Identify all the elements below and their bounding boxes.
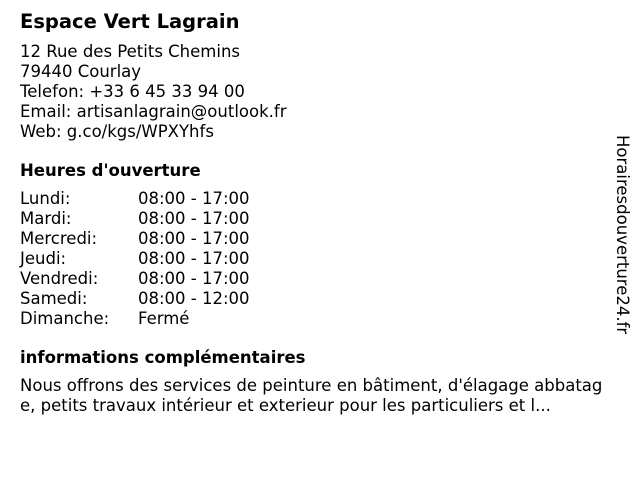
hours-row-thursday bbox=[20, 249, 605, 269]
hours-row-wednesday bbox=[20, 229, 605, 249]
time-value: Fermé bbox=[138, 309, 190, 328]
business-card bbox=[20, 10, 605, 416]
hours-heading: Heures d'ouverture bbox=[20, 161, 201, 180]
street-address: 12 Rue des Petits Chemins bbox=[20, 42, 241, 61]
hours-row-tuesday bbox=[20, 209, 605, 229]
hours-row-sunday bbox=[20, 309, 605, 329]
time-value: 08:00 - 17:00 bbox=[138, 249, 250, 268]
time-value: 08:00 - 17:00 bbox=[138, 269, 250, 288]
day-label: Mercredi: bbox=[20, 229, 98, 248]
hours-row-saturday bbox=[20, 289, 605, 309]
web-line[interactable]: Web: g.co/kgs/WPXYhfs bbox=[20, 122, 214, 141]
day-label: Jeudi: bbox=[20, 249, 67, 268]
time-value: 08:00 - 12:00 bbox=[138, 289, 250, 308]
business-name: Espace Vert Lagrain bbox=[20, 10, 240, 33]
city-postcode: 79440 Courlay bbox=[20, 62, 142, 81]
email-line[interactable]: Email: artisanlagrain@outlook.fr bbox=[20, 102, 287, 121]
phone-line[interactable]: Telefon: +33 6 45 33 94 00 bbox=[20, 82, 245, 101]
day-label: Samedi: bbox=[20, 289, 88, 308]
day-label: Mardi: bbox=[20, 209, 72, 228]
info-heading: informations complémentaires bbox=[20, 348, 306, 367]
hours-row-monday bbox=[20, 189, 605, 209]
info-description: Nous offrons des services de peinture en bâtiment, d'élagage abbatage, petits travaux intérieur et exterieur pour les particuliers et l... bbox=[20, 376, 603, 415]
time-value: 08:00 - 17:00 bbox=[138, 209, 250, 228]
time-value: 08:00 - 17:00 bbox=[138, 189, 250, 208]
site-watermark: Horairesdouverture24.fr bbox=[613, 135, 632, 335]
day-label: Vendredi: bbox=[20, 269, 99, 288]
day-label: Dimanche: bbox=[20, 309, 110, 328]
day-label: Lundi: bbox=[20, 189, 71, 208]
time-value: 08:00 - 17:00 bbox=[138, 229, 250, 248]
hours-table bbox=[20, 189, 605, 329]
hours-row-friday bbox=[20, 269, 605, 289]
